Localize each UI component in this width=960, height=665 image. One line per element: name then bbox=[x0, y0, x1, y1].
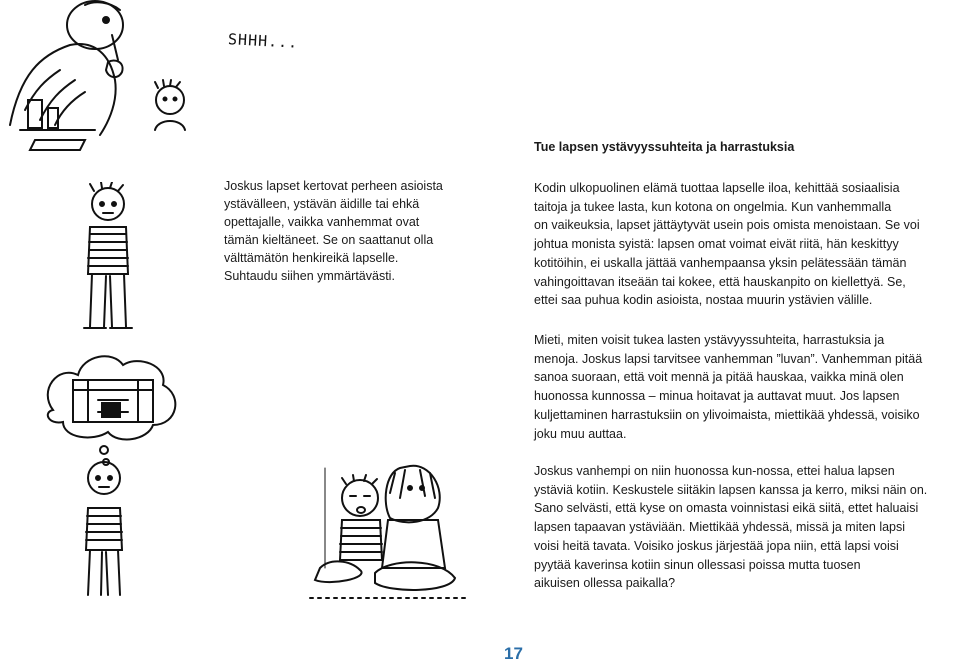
side-note bbox=[224, 177, 474, 285]
side-note-line: tämän kieltäneet. Se on saattanut olla bbox=[224, 233, 434, 247]
paragraph-line: taitoja ja tukee lasta, kun kotona on ongelmia. Kun vanhemmalla bbox=[534, 199, 892, 214]
standing-boy-illustration bbox=[70, 182, 145, 332]
adult-shushing-illustration bbox=[0, 0, 220, 160]
paragraph-line: on vaikeuksia, lapset jättäytyvät usein pois omista menoistaan. Se voi bbox=[534, 218, 920, 233]
paragraph-line: Kodin ulkopuolinen elämä tuottaa lapselle iloa, kehittää sosiaalisia bbox=[534, 181, 900, 195]
paragraph-line: Joskus vanhempi on niin huonossa kun-nossa, ettei halua lapsen bbox=[534, 464, 895, 478]
paragraph-2 bbox=[534, 331, 952, 443]
side-note-line: Joskus lapset kertovat perheen asioista bbox=[224, 179, 443, 193]
paragraph-line: Sano selvästi, että kyse on omasta voinnistasi eikä siitä, ettet haluaisi bbox=[534, 501, 919, 516]
paragraph-line: ystäviä kotiin. Keskustele siitäkin lapsen kanssa ja kerro, miksi näin on. bbox=[534, 482, 928, 497]
side-note-line: välttämätön henkireikä lapselle. bbox=[224, 251, 399, 265]
two-children-sitting-illustration bbox=[270, 448, 480, 608]
section-heading: Tue lapsen ystävyyssuhteita ja harrastuksia bbox=[534, 140, 795, 154]
paragraph-line: menoja. Joskus lapsi tarvitsee vanhemman ”luvan”. Vanhemman pitää bbox=[534, 351, 923, 366]
speech-sound-text: SHHH... bbox=[227, 30, 299, 52]
paragraph-line: kotitöihin, ei uskalla jättää vanhempaansa yksin pelätessään tämän bbox=[534, 255, 907, 270]
boy-thought-bubble-illustration bbox=[38, 350, 188, 600]
paragraph-line: vahingoittavan itseään tai kokee, että hauskanpito on kiellettyä. Se, bbox=[534, 274, 906, 289]
paragraph-line: ettei saa puhua kodin asioista, nostaa muurin ystävien välille. bbox=[534, 293, 873, 308]
paragraph-3 bbox=[534, 462, 952, 593]
paragraph-1 bbox=[534, 179, 952, 310]
paragraph-line: joku muu auttaa. bbox=[534, 426, 627, 441]
paragraph-line: pyytää kaverinsa kotiin sinun ollessasi poissa mutta tuosen bbox=[534, 557, 861, 572]
side-note-line: opettajalle, vaikka vanhemmat ovat bbox=[224, 215, 420, 229]
paragraph-line: voisi heitä tavata. Voisiko joskus järjestää jopa niin, että lapsi voisi bbox=[534, 538, 899, 553]
paragraph-line: Mieti, miten voisit tukea lasten ystävyyssuhteita, harrastuksia ja bbox=[534, 333, 885, 347]
side-note-line: Suhtaudu siihen ymmärtävästi. bbox=[224, 269, 395, 283]
paragraph-line: kuljettaminen harrastuksiin on ylivoimaista, miettikää yhdessä, voisiko bbox=[534, 407, 920, 422]
side-note-line: ystävälleen, ystävän äidille tai ehkä bbox=[224, 197, 420, 211]
page-number: 17 bbox=[504, 644, 523, 663]
paragraph-line: sanoa suoraan, että voit mennä ja pitää hauskaa, vaikka minä olen bbox=[534, 370, 904, 385]
paragraph-line: huonossa kunnossa – minua hoitavat ja auttavat muut. Jos lapsen bbox=[534, 389, 900, 404]
paragraph-line: aikuisen ollessa paikalla? bbox=[534, 576, 676, 591]
paragraph-line: johtua monista syistä: lapsen omat voimat eivät riitä, hän keskittyy bbox=[534, 237, 899, 252]
paragraph-line: lapsen tapaavan ystäviään. Miettikää yhdessä, missä ja miten lapsi bbox=[534, 520, 906, 535]
